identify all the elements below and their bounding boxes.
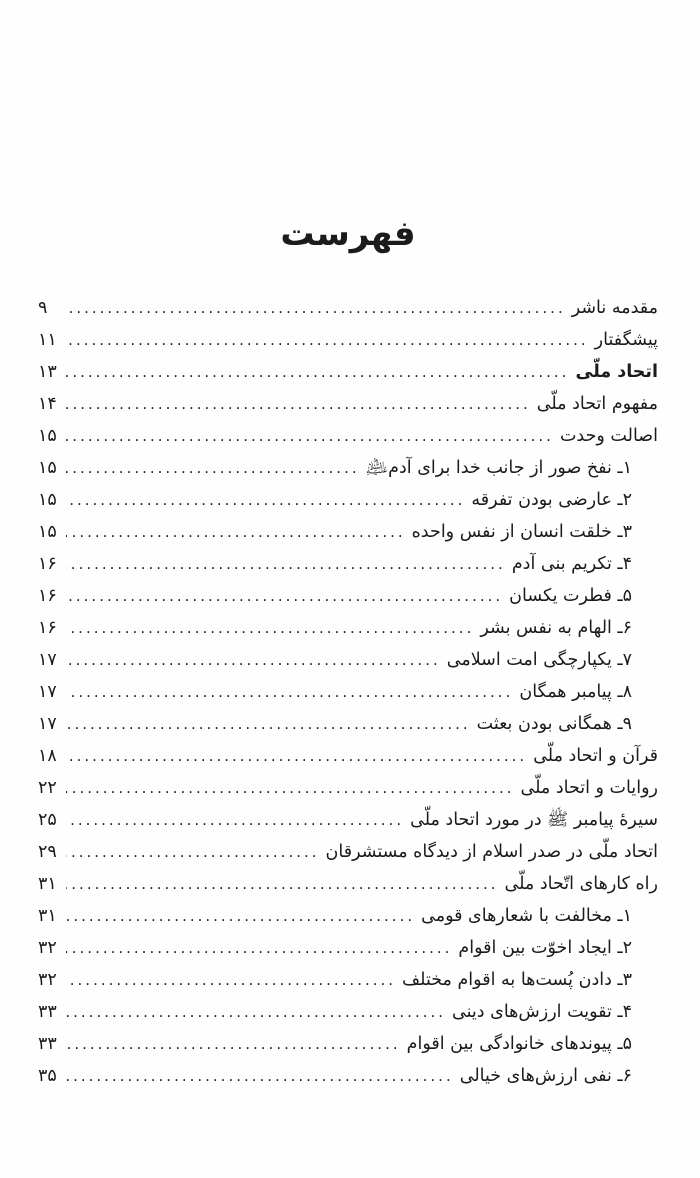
dot-leader-divider — [66, 900, 415, 932]
toc-entry — [38, 836, 658, 868]
toc-entry — [38, 548, 658, 580]
toc-entry-page-number: ۱۳ — [38, 362, 57, 382]
toc-entry-title: ۴ـ تقویت ارزش‌های دینی — [452, 1002, 632, 1022]
toc-entry-page-number: ۳۵ — [38, 1066, 57, 1086]
toc-entry-title: ۷ـ یکپارچگی امت اسلامی — [446, 650, 632, 670]
toc-entry-page-number: ۳۳ — [38, 1002, 57, 1022]
toc-entry — [38, 772, 658, 804]
dot-leader-divider — [66, 1028, 401, 1060]
dot-leader-divider — [66, 964, 396, 996]
toc-entry-title: روایات و اتحاد ملّی — [520, 778, 658, 798]
dot-leader-divider — [66, 644, 441, 676]
toc-entry-title: ۳ـ دادن پُست‌ها به اقوام مختلف — [402, 970, 632, 990]
toc-entry-page-number: ۱۷ — [38, 714, 57, 734]
toc-entry-page-number: ۱۷ — [38, 650, 57, 670]
dot-leader-divider — [66, 868, 499, 900]
toc-entry — [38, 356, 658, 388]
toc-entry-page-number: ۲۲ — [38, 778, 57, 798]
toc-entry-title: پیشگفتار — [594, 330, 658, 350]
dot-leader-divider — [66, 996, 446, 1028]
toc-entry — [38, 996, 658, 1028]
dot-leader-divider — [66, 356, 569, 388]
dot-leader-divider — [66, 580, 503, 612]
toc-entry — [38, 1028, 658, 1060]
dot-leader-divider — [66, 324, 589, 356]
toc-entry-title: اتحاد ملّی — [575, 362, 658, 382]
toc-entry — [38, 388, 658, 420]
toc-entry-page-number: ۱۵ — [38, 490, 57, 510]
toc-entry-page-number: ۱۱ — [38, 330, 57, 350]
dot-leader-divider — [66, 772, 515, 804]
toc-entry-page-number: ۳۲ — [38, 938, 57, 958]
dot-leader-divider — [66, 420, 554, 452]
toc-entry-title: ۵ـ فطرت یکسان — [509, 586, 632, 606]
toc-entry-page-number: ۱۸ — [38, 746, 57, 766]
toc-entry-page-number: ۱۶ — [38, 554, 57, 574]
toc-entry — [38, 676, 658, 708]
toc-entry-title: ۳ـ خلقت انسان از نفس واحده — [411, 522, 632, 542]
toc-entry — [38, 1060, 658, 1092]
dot-leader-divider — [66, 676, 513, 708]
toc-entry-title: ۸ـ پیامبر همگان — [519, 682, 632, 702]
toc-entry — [38, 516, 658, 548]
toc-entry — [38, 324, 658, 356]
toc-entry-title: ۹ـ همگانی بودن بعثت — [476, 714, 632, 734]
toc-entry-page-number: ۲۵ — [38, 810, 57, 830]
toc-entry-page-number: ۱۵ — [38, 458, 57, 478]
toc-entry-title: ۱ـ نفخ صور از جانب خدا برای آدم﵇ — [365, 458, 632, 478]
dot-leader-divider — [66, 388, 531, 420]
toc-entry-page-number: ۳۳ — [38, 1034, 57, 1054]
toc-entry — [38, 964, 658, 996]
toc-entry-page-number: ۳۱ — [38, 874, 57, 894]
toc-entry — [38, 868, 658, 900]
toc-entry — [38, 740, 658, 772]
toc-entry-page-number: ۳۲ — [38, 970, 57, 990]
toc-entry-title: قرآن و اتحاد ملّی — [533, 746, 658, 766]
dot-leader-divider — [66, 516, 406, 548]
dot-leader-divider — [66, 932, 452, 964]
dot-leader-divider — [66, 740, 527, 772]
toc-entry — [38, 420, 658, 452]
toc-entry-page-number: ۱۶ — [38, 586, 57, 606]
toc-entry-title: مقدمه ناشر — [571, 298, 658, 318]
toc-entry-title: ۲ـ عارضی بودن تفرقه — [471, 490, 632, 510]
toc-entry-title: مفهوم اتحاد ملّی — [536, 394, 658, 414]
toc-entry-page-number: ۱۷ — [38, 682, 57, 702]
toc-entry — [38, 292, 658, 324]
toc-entry — [38, 612, 658, 644]
toc-entry-title: اتحاد ملّی در صدر اسلام از دیدگاه مستشرقان — [325, 842, 658, 862]
dot-leader-divider — [66, 804, 404, 836]
toc-entry-title: ۲ـ ایجاد اخوّت بین اقوام — [458, 938, 632, 958]
toc-entry-page-number: ۲۹ — [38, 842, 57, 862]
toc-entry-page-number: ۱۵ — [38, 522, 57, 542]
toc-entry-title: ۴ـ تکریم بنی آدم — [511, 554, 632, 574]
toc-entry-title: راه کارهای اتّحاد ملّی — [504, 874, 658, 894]
dot-leader-divider — [66, 836, 320, 868]
toc-entry-title: ۶ـ نفی ارزش‌های خیالی — [459, 1066, 632, 1086]
dot-leader-divider — [66, 1060, 454, 1092]
toc-entry — [38, 580, 658, 612]
toc-entry — [38, 932, 658, 964]
toc-entry-page-number: ۱۴ — [38, 394, 57, 414]
dot-leader-divider — [66, 484, 465, 516]
dot-leader-divider — [66, 452, 360, 484]
toc-entry-title: ۶ـ الهام به نفس بشر — [480, 618, 632, 638]
toc-entry-title: اصالت وحدت — [559, 426, 658, 446]
page-title: فهرست — [280, 214, 416, 254]
toc-entry — [38, 644, 658, 676]
toc-entry — [38, 804, 658, 836]
dot-leader-divider — [66, 612, 474, 644]
toc-entry-title: سیرهٔ پیامبر ﷺ در مورد اتحاد ملّی — [410, 810, 658, 830]
toc-entry-page-number: ۱۶ — [38, 618, 57, 638]
toc-entry-title: ۱ـ مخالفت با شعارهای قومی — [421, 906, 632, 926]
toc-entry-page-number: ۱۵ — [38, 426, 57, 446]
toc-entry-title: ۵ـ پیوندهای خانوادگی بین اقوام — [406, 1034, 632, 1054]
dot-leader-divider — [66, 548, 506, 580]
dot-leader-divider — [66, 708, 471, 740]
toc-entry — [38, 708, 658, 740]
dot-leader-divider — [66, 292, 566, 324]
toc-entry-page-number: ۹ — [38, 298, 48, 318]
toc-entry-page-number: ۳۱ — [38, 906, 57, 926]
toc-entry — [38, 452, 658, 484]
toc-entry — [38, 484, 658, 516]
toc-list — [38, 292, 658, 1092]
toc-entry — [38, 900, 658, 932]
